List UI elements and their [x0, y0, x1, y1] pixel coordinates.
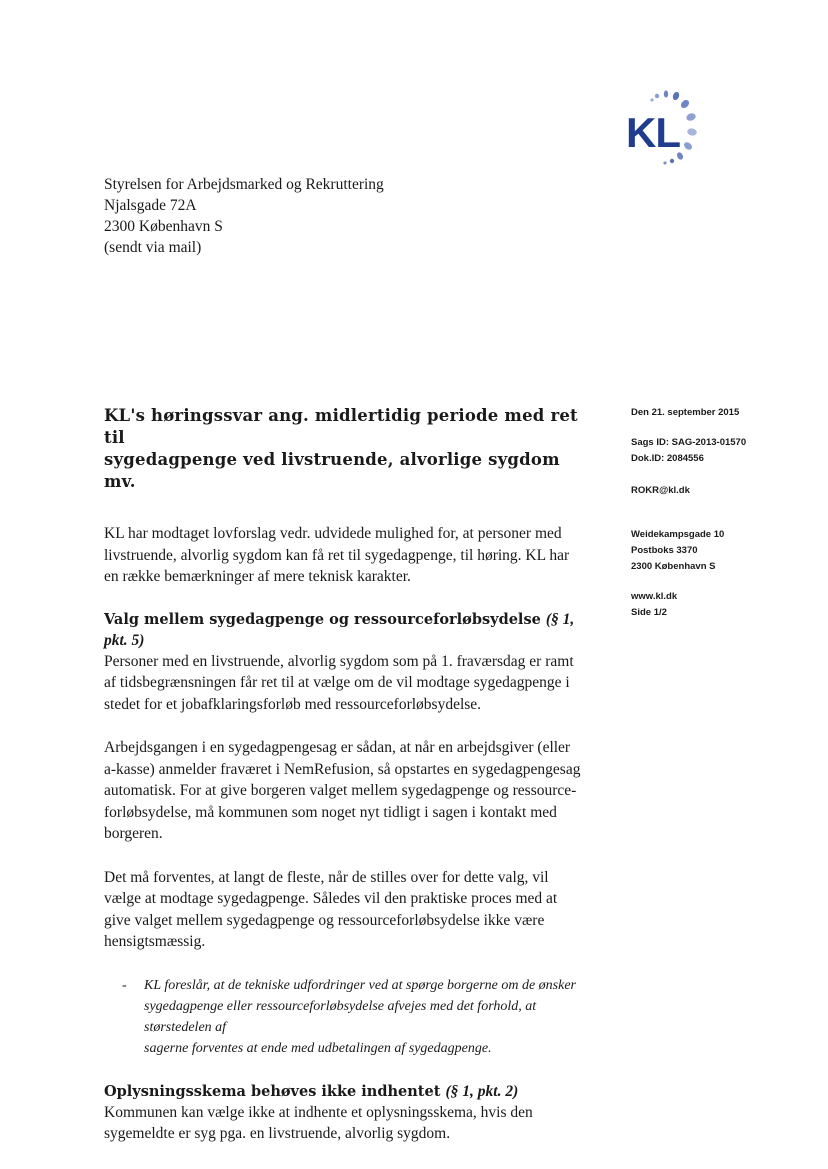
text-line: Det må forventes, at langt de fleste, når de stilles over for dette valg, vil	[104, 868, 549, 886]
sags-id: Sags ID: SAG-2013-01570	[631, 437, 747, 448]
text-line: sagerne forventes at ende med udbetalingen af sygedagpenge.	[144, 1040, 492, 1056]
section-paragraph	[104, 867, 594, 953]
letter-title-line: sygedagpenge ved livstruende, alvorlige sygdom mv.	[104, 450, 560, 491]
logo-text: KL	[626, 109, 680, 156]
section-reference: (§ 1, pkt. 5)	[104, 610, 575, 649]
section-heading-text: Oplysningsskema behøves ikke indhentet	[104, 1082, 441, 1100]
recipient-line: Njalsgade 72A	[104, 197, 197, 214]
text-line: en række bemærkninger af mere teknisk karakter.	[104, 568, 411, 585]
bullet-text	[144, 975, 594, 1059]
section-paragraph	[104, 1102, 594, 1145]
text-line: a-kasse) anmelder fraværet i NemRefusion, så opstartes en sygedagpengesag	[104, 760, 581, 778]
dok-id: Dok.ID: 2084556	[631, 453, 704, 464]
intro-paragraph	[104, 523, 594, 588]
text-line: hensigtsmæssig.	[104, 933, 206, 950]
sender-website: www.kl.dk	[631, 591, 678, 602]
text-line: forløbsydelse, må kommunen som noget nyt tidligt i sagen i kontakt med	[104, 803, 557, 821]
bullet-item	[122, 975, 594, 1059]
sender-street: Weidekampsgade 10	[631, 529, 725, 540]
text-line: vælge at modtage sygedagpenge. Således vil den praktiske proces med at	[104, 890, 558, 907]
recipient-line: Styrelsen for Arbejdsmarked og Rekruttering	[104, 176, 384, 193]
section-paragraph	[104, 651, 594, 716]
letter-body	[104, 405, 594, 1145]
text-line: KL foreslår, at de tekniske udfordringer ved at spørge borgerne om de ønsker	[144, 977, 577, 993]
section-heading-text: Valg mellem sygedagpenge og ressourceforløbsydelse	[104, 610, 541, 628]
recipient-line: 2300 København S	[104, 218, 223, 235]
letter-title-line: KL's høringssvar ang. midlertidig periode med ret til	[104, 406, 578, 447]
letter-title	[104, 405, 594, 493]
recipient-address	[104, 174, 384, 258]
text-line: borgeren.	[104, 825, 163, 842]
section-reference: (§ 1, pkt. 2)	[445, 1082, 519, 1100]
text-line: stedet for et jobafklaringsforløb med ressourceforløbsydelse.	[104, 695, 482, 713]
sender-email: ROKR@kl.dk	[631, 485, 690, 496]
text-line: af tidsbegrænsningen får ret til at vælge om de vil modtage sygedagpenge i	[104, 674, 570, 691]
text-line: livstruende, alvorlig sygdom kan få ret til sygedagpenge, til høring. KL har	[104, 546, 570, 564]
recipient-line: (sendt via mail)	[104, 239, 202, 256]
text-line: Personer med en livstruende, alvorlig sygdom som på 1. fraværsdag er ramt	[104, 652, 574, 670]
text-line: Kommunen kan vælge ikke at indhente et oplysningsskema, hvis den	[104, 1103, 533, 1121]
kl-logo	[622, 88, 722, 170]
text-line: give valget mellem sygedagpenge og ressourceforløbsydelse ikke være	[104, 911, 545, 929]
text-line: KL har modtaget lovforslag vedr. udvidede mulighed for, at personer med	[104, 525, 562, 542]
page-number: Side 1/2	[631, 607, 667, 618]
sender-city: 2300 København S	[631, 561, 716, 572]
section-heading	[104, 609, 594, 651]
text-line: Arbejdsgangen i en sygedagpengesag er sådan, at når en arbejdsgiver (eller	[104, 739, 571, 756]
bullet-dash: -	[122, 977, 127, 993]
letter-date: Den 21. september 2015	[631, 407, 740, 418]
text-line: sygedagpenge eller ressourceforløbsydelse afvejes med det forhold, at størstedelen af	[144, 998, 537, 1035]
section-heading	[104, 1081, 594, 1102]
sender-postbox: Postboks 3370	[631, 545, 698, 556]
letter-metadata	[631, 405, 746, 621]
section-paragraph	[104, 737, 594, 845]
text-line: sygemeldte er syg pga. en livstruende, alvorlig sygdom.	[104, 1125, 451, 1142]
text-line: automatisk. For at give borgeren valget mellem sygedagpenge og ressource-	[104, 782, 577, 799]
